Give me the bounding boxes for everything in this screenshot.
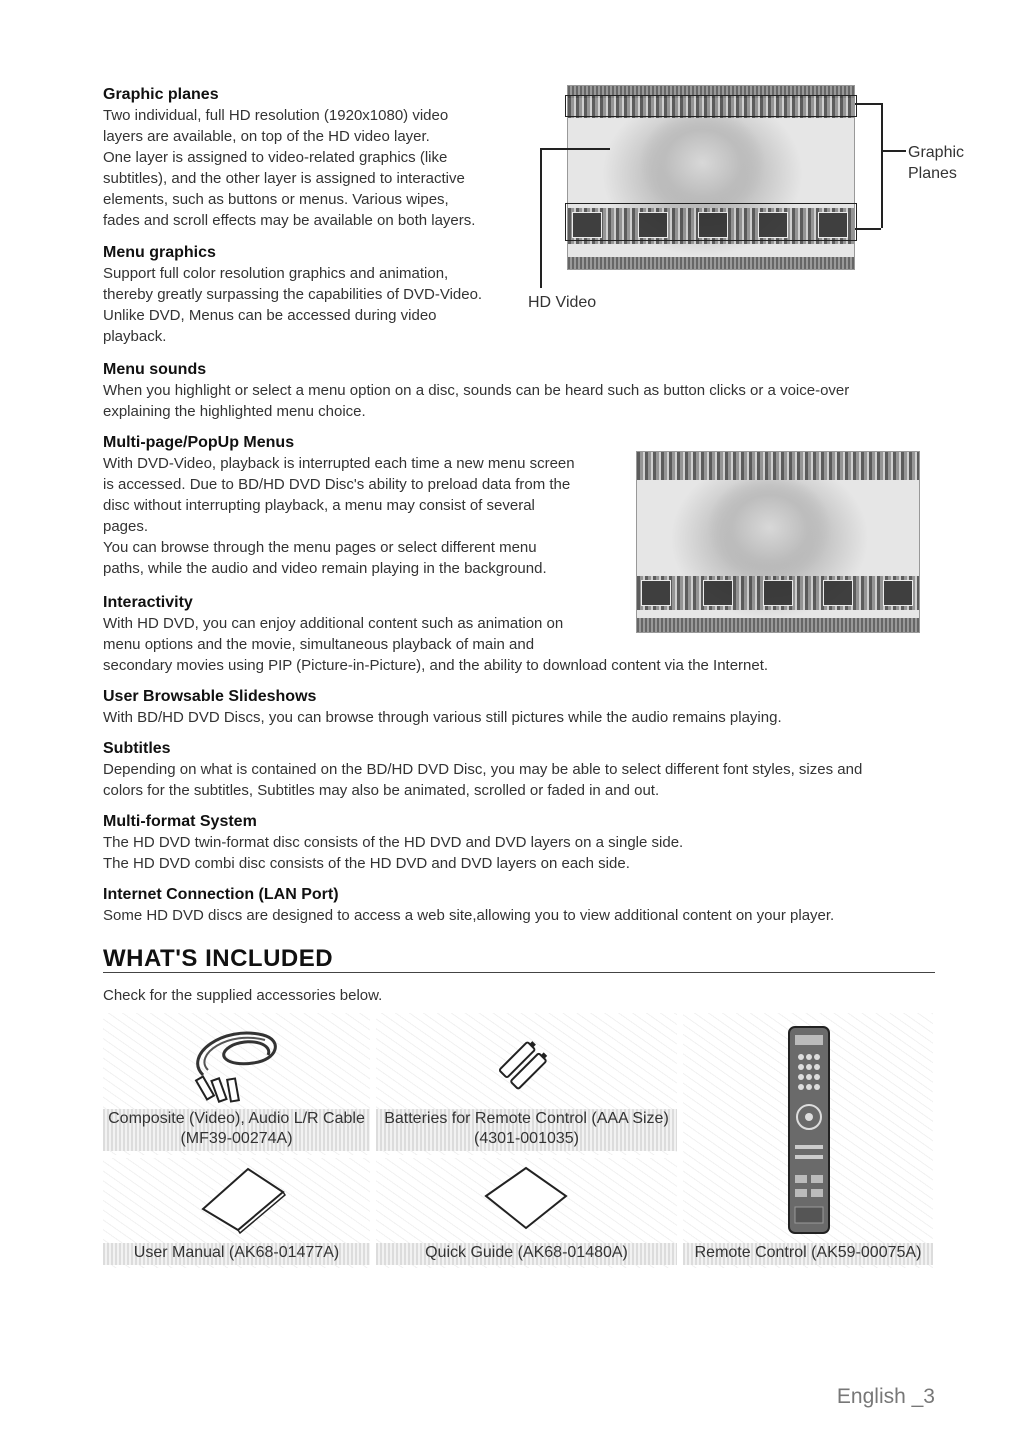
manual-icon	[198, 1164, 288, 1234]
text-line: Support full color resolution graphics and animation,	[103, 265, 449, 282]
caption-line: Remote Control (AK59-00075A)	[694, 1244, 922, 1261]
caption-line: User Manual (AK68-01477A)	[133, 1244, 340, 1261]
caption-line: (MF39-00274A)	[180, 1130, 293, 1147]
section-menu-graphics	[103, 243, 523, 347]
av-cable-icon	[183, 1015, 293, 1105]
text-line: is accessed. Due to BD/HD DVD Disc's ability to preload data from the	[103, 476, 571, 493]
accessory-caption	[376, 1243, 677, 1265]
text-line: menu options and the movie, simultaneous playback of main and	[103, 636, 535, 653]
text-line: paths, while the audio and video remain playing in the background.	[103, 560, 547, 577]
accessory-user-manual	[103, 1158, 370, 1268]
heading-menu-sounds: Menu sounds	[103, 361, 207, 378]
heading-menu-graphics: Menu graphics	[103, 244, 216, 261]
section-subtitles	[103, 739, 943, 801]
text-line: With HD DVD, you can enjoy additional content such as animation on	[103, 615, 564, 632]
text-line: fades and scroll effects may be available on both layers.	[103, 212, 476, 229]
caption-line: Batteries for Remote Control (AAA Size)	[384, 1110, 669, 1127]
leader-line	[855, 103, 881, 105]
section-graphic-planes	[103, 85, 523, 231]
text-line: subtitles), and the other layer is assigned to interactive	[103, 170, 465, 187]
text-interactivity	[103, 613, 943, 676]
leader-line	[855, 228, 881, 230]
text-line: thereby greatly surpassing the capabilities of DVD-Video.	[103, 286, 483, 303]
title-divider	[103, 972, 935, 973]
text-line: elements, such as buttons or menus. Various wipes,	[103, 191, 449, 208]
whats-included-title: WHAT'S INCLUDED	[103, 945, 334, 972]
accessory-quick-guide	[376, 1158, 677, 1268]
text-line: One layer is assigned to video-related graphics (like	[103, 149, 448, 166]
whats-included-intro: Check for the supplied accessories below.	[103, 987, 383, 1004]
text-internet-connection	[103, 905, 943, 926]
accessory-batteries	[376, 1013, 677, 1155]
text-multi-format	[103, 832, 943, 874]
heading-subtitles: Subtitles	[103, 740, 171, 757]
leader-line	[881, 103, 883, 228]
text-line: disc without interrupting playback, a menu may consist of several	[103, 497, 535, 514]
accessory-cable	[103, 1013, 370, 1155]
text-line: With DVD-Video, playback is interrupted each time a new menu screen	[103, 455, 575, 472]
accessory-caption	[103, 1243, 370, 1265]
section-menu-sounds	[103, 360, 933, 422]
label-line: Graphic	[908, 144, 965, 161]
quick-guide-icon	[481, 1166, 571, 1232]
caption-line: (4301-001035)	[474, 1130, 579, 1147]
text-line: The HD DVD combi disc consists of the HD DVD and DVD layers on each side.	[103, 855, 630, 872]
text-line: Unlike DVD, Menus can be accessed during video	[103, 307, 437, 324]
text-multi-page-menus	[103, 453, 623, 579]
caption-line: Composite (Video), Audio L/R Cable	[108, 1110, 365, 1127]
text-line: explaining the highlighted menu choice.	[103, 403, 366, 420]
accessory-caption	[103, 1109, 370, 1151]
heading-interactivity: Interactivity	[103, 594, 193, 611]
caption-line: Quick Guide (AK68-01480A)	[425, 1244, 628, 1261]
section-internet-connection	[103, 885, 943, 926]
text-slideshows	[103, 707, 943, 728]
hd-video-label: HD Video	[528, 294, 597, 311]
heading-slideshows: User Browsable Slideshows	[103, 688, 317, 705]
text-subtitles	[103, 759, 943, 801]
graphic-plane-frame-bottom	[565, 203, 857, 241]
text-graphic-planes	[103, 105, 523, 231]
text-line: When you highlight or select a menu option on a disc, sounds can be heard such as button clicks or a voice-over	[103, 382, 850, 399]
text-line: layers are available, on top of the HD video layer.	[103, 128, 430, 145]
leader-line	[882, 150, 906, 152]
leader-line	[540, 148, 610, 150]
heading-graphic-planes: Graphic planes	[103, 86, 219, 103]
heading-multi-page-menus: Multi-page/PopUp Menus	[103, 434, 295, 451]
text-line: playback.	[103, 328, 167, 345]
text-line: pages.	[103, 518, 149, 535]
text-line: The HD DVD twin-format disc consists of the HD DVD and DVD layers on a single side.	[103, 834, 684, 851]
accessory-remote	[683, 1013, 933, 1268]
section-interactivity	[103, 593, 943, 676]
text-menu-sounds	[103, 380, 933, 422]
text-line: Depending on what is contained on the BD/HD DVD Disc, you may be able to select different font styles, sizes and	[103, 761, 863, 778]
text-menu-graphics	[103, 263, 523, 347]
graphic-plane-frame-top	[565, 95, 857, 117]
text-line: secondary movies using PIP (Picture-in-Picture), and the ability to download content via the Internet.	[103, 657, 769, 674]
page-number: English _3	[836, 1385, 935, 1408]
text-line: You can browse through the menu pages or select different menu	[103, 539, 537, 556]
leader-line	[540, 148, 542, 288]
label-line: Planes	[908, 165, 957, 182]
text-line: Some HD DVD discs are designed to access a web site,allowing you to view additional content on your player.	[103, 907, 835, 924]
heading-internet-connection: Internet Connection (LAN Port)	[103, 886, 339, 903]
text-line: Two individual, full HD resolution (1920x1080) video	[103, 107, 449, 124]
section-slideshows	[103, 687, 943, 728]
accessory-caption	[683, 1243, 933, 1265]
text-line: With BD/HD DVD Discs, you can browse through various still pictures while the audio remains playing.	[103, 709, 782, 726]
batteries-icon	[496, 1033, 556, 1093]
heading-multi-format: Multi-format System	[103, 813, 257, 830]
section-multi-format	[103, 812, 943, 874]
graphic-planes-label	[908, 142, 964, 184]
remote-control-icon	[785, 1025, 833, 1237]
accessory-caption	[376, 1109, 677, 1151]
text-line: colors for the subtitles, Subtitles may also be animated, scrolled or faded in and out.	[103, 782, 660, 799]
section-multi-page-menus	[103, 433, 623, 579]
